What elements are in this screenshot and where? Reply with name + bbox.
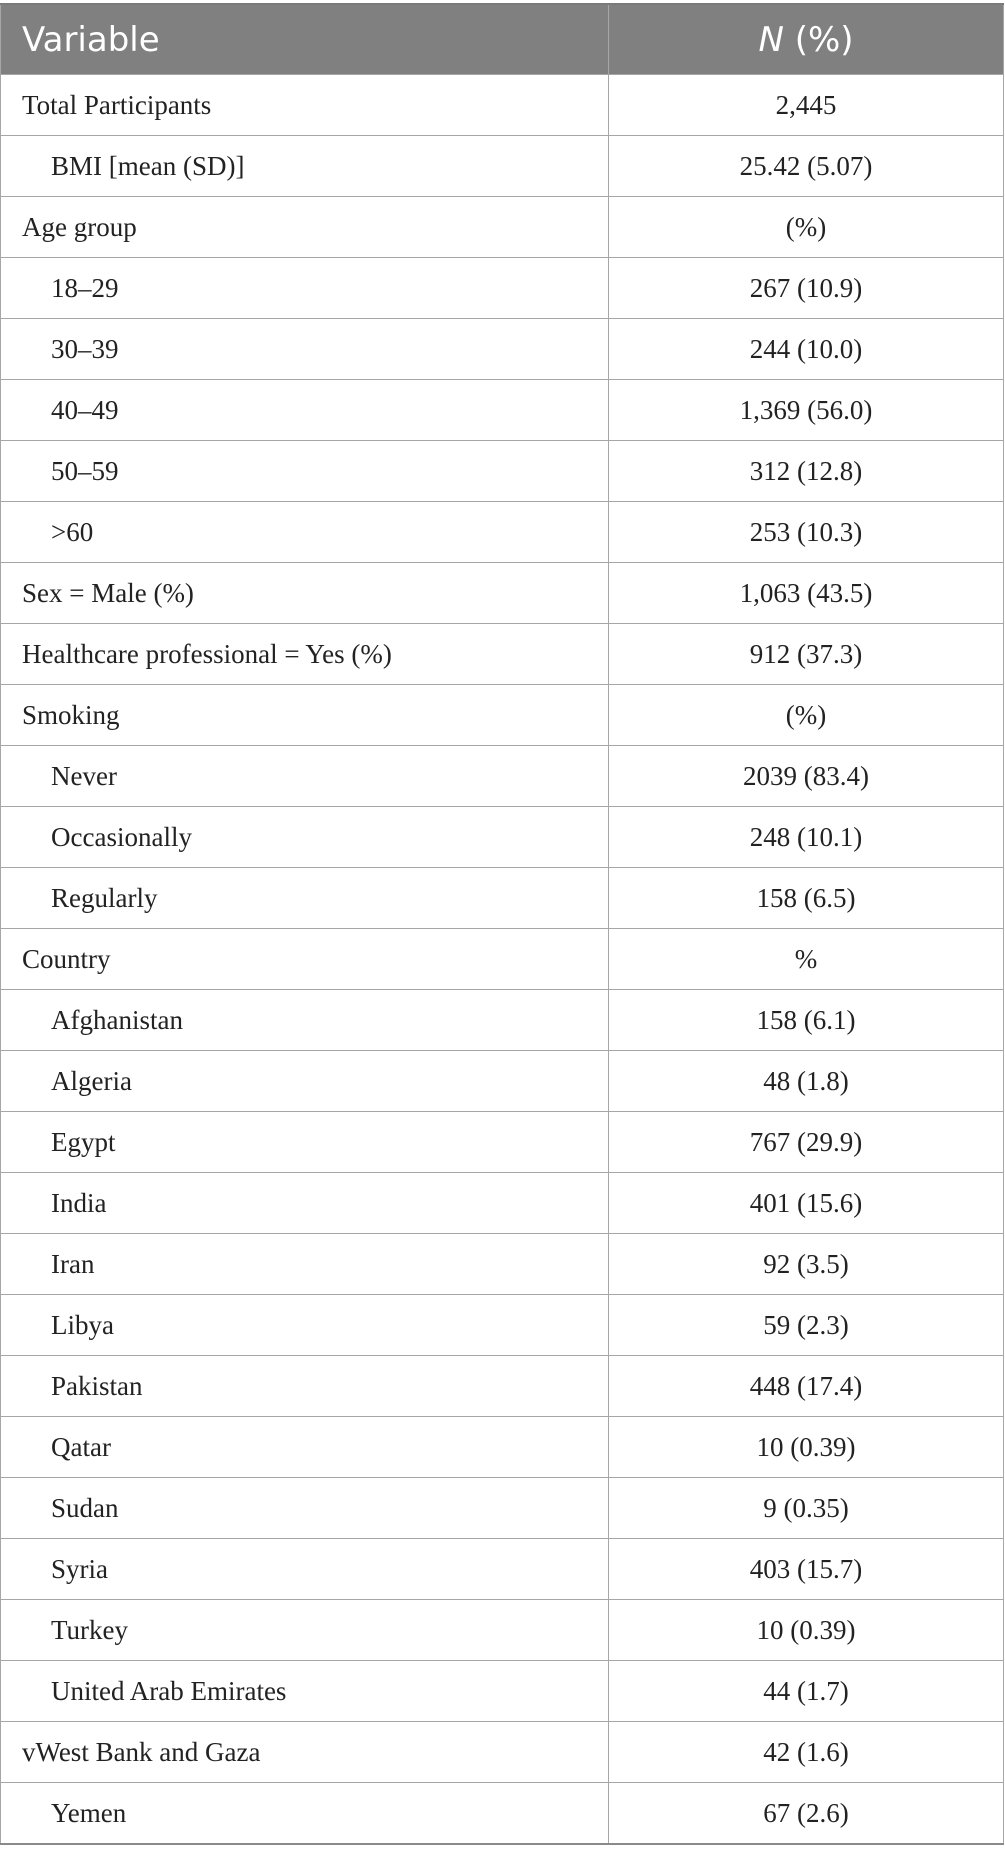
row-value: 2,445	[609, 75, 1004, 136]
row-value: 158 (6.5)	[609, 868, 1004, 929]
table-row	[1, 1051, 1004, 1112]
row-label: Algeria	[1, 1051, 609, 1112]
header-variable: Variable	[1, 4, 609, 75]
row-label: vWest Bank and Gaza	[1, 1722, 609, 1783]
table-row	[1, 441, 1004, 502]
row-value: 312 (12.8)	[609, 441, 1004, 502]
row-label: Occasionally	[1, 807, 609, 868]
row-value: 9 (0.35)	[609, 1478, 1004, 1539]
row-label: Libya	[1, 1295, 609, 1356]
table-row	[1, 807, 1004, 868]
table-row	[1, 746, 1004, 807]
table-header	[1, 4, 1004, 75]
table-row	[1, 1783, 1004, 1845]
row-label: Smoking	[1, 685, 609, 746]
row-value: 44 (1.7)	[609, 1661, 1004, 1722]
row-value: 59 (2.3)	[609, 1295, 1004, 1356]
row-label: Total Participants	[1, 75, 609, 136]
row-label: Pakistan	[1, 1356, 609, 1417]
row-value: 158 (6.1)	[609, 990, 1004, 1051]
row-label: Afghanistan	[1, 990, 609, 1051]
row-value: 912 (37.3)	[609, 624, 1004, 685]
table-row	[1, 258, 1004, 319]
row-label: >60	[1, 502, 609, 563]
row-value: 1,369 (56.0)	[609, 380, 1004, 441]
table-row	[1, 929, 1004, 990]
header-n-italic: N	[758, 19, 784, 60]
table-row	[1, 1539, 1004, 1600]
table-row	[1, 1417, 1004, 1478]
row-label: Regularly	[1, 868, 609, 929]
row-value: 25.42 (5.07)	[609, 136, 1004, 197]
row-label: United Arab Emirates	[1, 1661, 609, 1722]
row-label: Healthcare professional = Yes (%)	[1, 624, 609, 685]
row-value: 244 (10.0)	[609, 319, 1004, 380]
row-value: 10 (0.39)	[609, 1417, 1004, 1478]
row-value: 401 (15.6)	[609, 1173, 1004, 1234]
row-label: BMI [mean (SD)]	[1, 136, 609, 197]
row-label: 18–29	[1, 258, 609, 319]
header-row	[1, 4, 1004, 75]
row-label: Never	[1, 746, 609, 807]
table-row	[1, 502, 1004, 563]
row-label: 40–49	[1, 380, 609, 441]
table-row	[1, 1356, 1004, 1417]
row-label: Country	[1, 929, 609, 990]
row-value: %	[609, 929, 1004, 990]
header-n-percent	[609, 4, 1004, 75]
row-label: Age group	[1, 197, 609, 258]
row-value: 267 (10.9)	[609, 258, 1004, 319]
row-label: Yemen	[1, 1783, 609, 1845]
row-label: Sex = Male (%)	[1, 563, 609, 624]
table-body	[1, 75, 1004, 1845]
header-n-rest: (%)	[783, 19, 854, 60]
row-value: 1,063 (43.5)	[609, 563, 1004, 624]
row-value: 448 (17.4)	[609, 1356, 1004, 1417]
row-label: 50–59	[1, 441, 609, 502]
demographics-table-container	[0, 3, 1003, 1845]
table-row	[1, 1112, 1004, 1173]
row-value: 253 (10.3)	[609, 502, 1004, 563]
table-row	[1, 868, 1004, 929]
table-row	[1, 1173, 1004, 1234]
row-value: (%)	[609, 685, 1004, 746]
row-label: Egypt	[1, 1112, 609, 1173]
table-row	[1, 563, 1004, 624]
row-value: (%)	[609, 197, 1004, 258]
row-label: Syria	[1, 1539, 609, 1600]
table-row	[1, 1478, 1004, 1539]
demographics-table	[0, 3, 1004, 1845]
table-row	[1, 319, 1004, 380]
table-row	[1, 1722, 1004, 1783]
table-row	[1, 136, 1004, 197]
row-value: 10 (0.39)	[609, 1600, 1004, 1661]
table-row	[1, 1295, 1004, 1356]
row-value: 67 (2.6)	[609, 1783, 1004, 1845]
table-row	[1, 1661, 1004, 1722]
table-row	[1, 624, 1004, 685]
row-value: 92 (3.5)	[609, 1234, 1004, 1295]
row-label: Iran	[1, 1234, 609, 1295]
row-label: Sudan	[1, 1478, 609, 1539]
row-value: 248 (10.1)	[609, 807, 1004, 868]
row-label: 30–39	[1, 319, 609, 380]
table-row	[1, 197, 1004, 258]
table-row	[1, 685, 1004, 746]
table-row	[1, 990, 1004, 1051]
row-value: 403 (15.7)	[609, 1539, 1004, 1600]
row-label: Qatar	[1, 1417, 609, 1478]
row-value: 48 (1.8)	[609, 1051, 1004, 1112]
table-row	[1, 1234, 1004, 1295]
row-label: India	[1, 1173, 609, 1234]
row-value: 767 (29.9)	[609, 1112, 1004, 1173]
row-value: 42 (1.6)	[609, 1722, 1004, 1783]
row-value: 2039 (83.4)	[609, 746, 1004, 807]
row-label: Turkey	[1, 1600, 609, 1661]
table-row	[1, 1600, 1004, 1661]
table-row	[1, 75, 1004, 136]
table-row	[1, 380, 1004, 441]
